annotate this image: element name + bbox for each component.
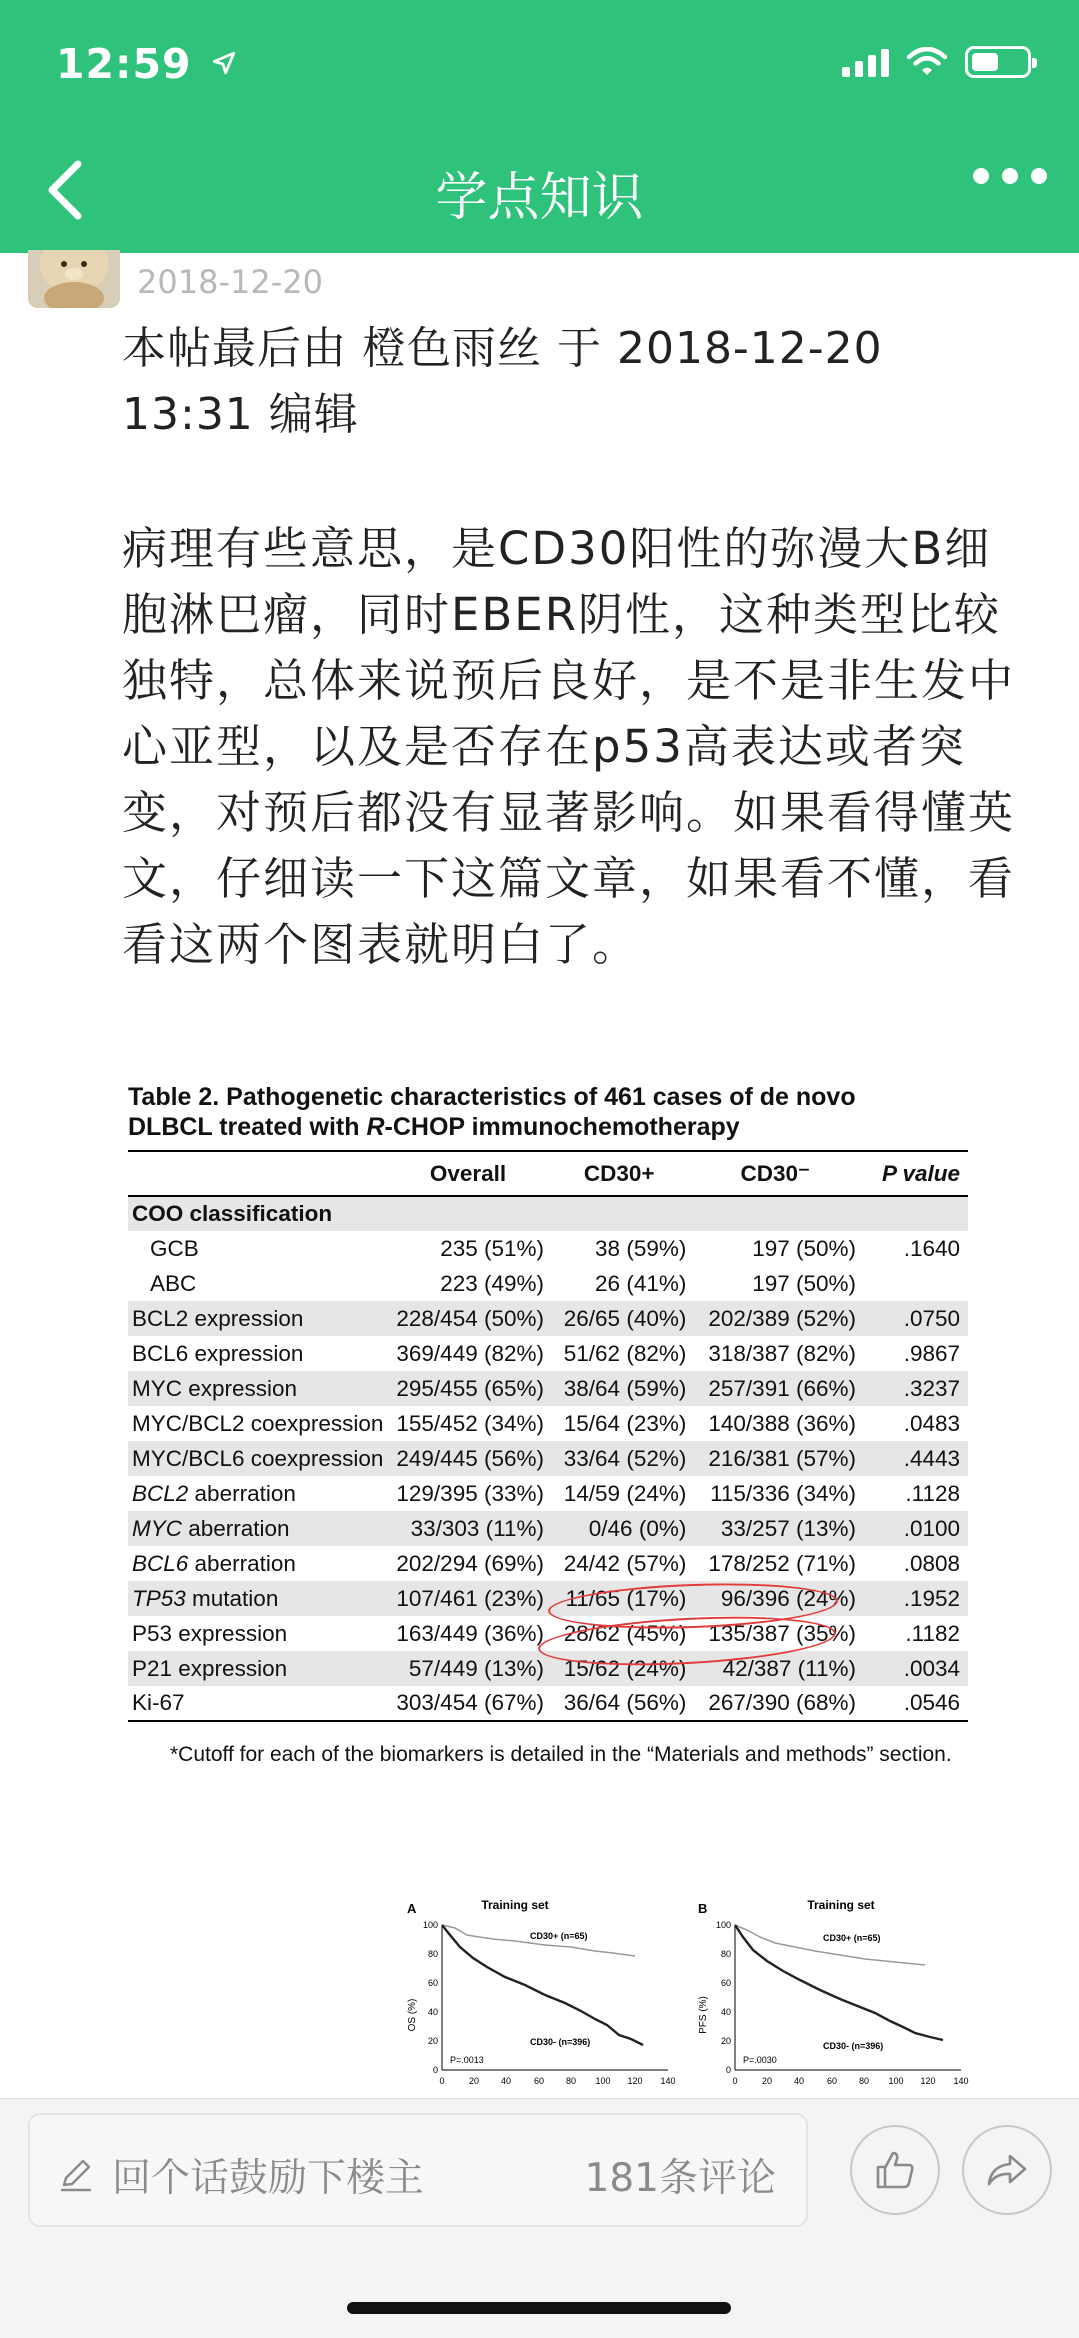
svg-text:100: 100 — [595, 2076, 611, 2086]
status-time: 12:59 — [56, 40, 237, 88]
data-table — [128, 1150, 968, 1722]
svg-text:B: B — [698, 1901, 708, 1916]
y-axis-label: OS (%) — [407, 1998, 418, 2032]
table-title: Table 2. Pathogenetic characteristics of 461 cases of de novo DLBCL treated with R-CHOP immunochemotherapy — [128, 1083, 856, 1141]
svg-text:0: 0 — [432, 2065, 438, 2075]
thumbs-up-icon — [872, 2147, 918, 2193]
table-figure — [128, 1082, 968, 1770]
svg-text:20: 20 — [720, 2036, 731, 2046]
edit-note: 本帖最后由 橙色雨丝 于 2018-12-20 13:31 编辑 — [122, 323, 883, 440]
svg-text:120: 120 — [627, 2076, 643, 2086]
svg-text:CD30- (n=396): CD30- (n=396) — [530, 2037, 591, 2047]
svg-text:40: 40 — [793, 2076, 805, 2086]
table-row: BCL6 expression 369/449 (82%) 51/62 (82%) 318/387 (82%) .9867 — [132, 1340, 960, 1366]
svg-text:Training set: Training set — [807, 1898, 875, 1912]
svg-text:140: 140 — [953, 2076, 969, 2086]
svg-text:80: 80 — [565, 2076, 577, 2086]
table-row: P21 expression 57/449 (13%) 15/62 (24%) 42/387 (11%) .0034 — [128, 1651, 968, 1686]
svg-text:0: 0 — [732, 2076, 738, 2086]
more-options-button[interactable] — [973, 168, 1047, 184]
svg-text:P=.0013: P=.0013 — [450, 2055, 484, 2065]
svg-text:120: 120 — [920, 2076, 936, 2086]
top-header — [0, 0, 1079, 253]
table-header-row: Overall CD30+ CD30⁻ P value — [128, 1151, 968, 1196]
panel-letter: A — [407, 1901, 417, 1916]
table-row: GCB 235 (51%) 38 (59%) 197 (50%) .1640 — [150, 1235, 960, 1261]
table-row: MYC expression 295/455 (65%) 38/64 (59%) 257/391 (66%) .3237 — [128, 1371, 968, 1406]
comment-input[interactable] — [28, 2113, 808, 2227]
table-row: TP53 mutation 107/461 (23%) 11/65 (17%) 96/396 (24%) .1952 — [128, 1581, 968, 1616]
signal-icon — [842, 47, 889, 77]
svg-text:20: 20 — [427, 2036, 438, 2046]
svg-text:0: 0 — [725, 2065, 731, 2075]
svg-text:20: 20 — [761, 2076, 773, 2086]
svg-text:CD30- (n=396): CD30- (n=396) — [823, 2041, 884, 2051]
wifi-icon — [907, 47, 947, 77]
svg-text:100: 100 — [715, 1920, 731, 1930]
svg-text:CD30+ (n=65): CD30+ (n=65) — [530, 1931, 588, 1941]
table-row: MYC aberration 33/303 (11%) 0/46 (0%) 33/257 (13%) .0100 — [128, 1511, 968, 1546]
table-footnote: *Cutoff for each of the biomarkers is detailed in the “Materials and methods” section. — [170, 1743, 952, 1766]
svg-text:140: 140 — [660, 2076, 676, 2086]
table-row: MYC/BCL6 coexpression 249/445 (56%) 33/64 (52%) 216/381 (57%) .4443 — [128, 1441, 968, 1476]
cd30-negative-curve — [442, 1925, 643, 2045]
svg-text:80: 80 — [427, 1949, 438, 1959]
panel-title: Training set — [481, 1898, 549, 1912]
svg-text:80: 80 — [720, 1949, 731, 1959]
post-body-text: 病理有些意思，是CD30阳性的弥漫大B细胞淋巴瘤，同时EBER阴性，这种类型比较独特，总体来说预后良好，是不是非生发中心亚型，以及是否存在p53高表达或者突变，对预后都没有显著影响。如果看得懂英文，仔细读一下这篇文章，如果看不懂，看看这两个图表就明白了。 — [122, 522, 1016, 971]
location-arrow-icon — [211, 50, 237, 76]
table-row: BCL6 aberration 202/294 (69%) 24/42 (57%) 178/252 (71%) .0808 — [132, 1550, 960, 1576]
table-row: COO classification — [128, 1196, 968, 1231]
comment-count[interactable]: 181条评论 — [584, 2156, 776, 2201]
home-indicator[interactable] — [347, 2302, 731, 2314]
svg-text:P=.0030: P=.0030 — [743, 2055, 777, 2065]
status-indicators — [842, 46, 1031, 78]
svg-text:0: 0 — [439, 2076, 445, 2086]
svg-text:CD30+ (n=65): CD30+ (n=65) — [823, 1933, 881, 1943]
svg-text:40: 40 — [500, 2076, 512, 2086]
chart-panel-b — [698, 1898, 969, 2086]
svg-text:60: 60 — [533, 2076, 545, 2086]
svg-text:100: 100 — [422, 1920, 438, 1930]
like-button[interactable] — [850, 2125, 940, 2215]
table-row: ABC 223 (49%) 26 (41%) 197 (50%) — [150, 1270, 856, 1296]
share-arrow-icon — [984, 2147, 1030, 2193]
post-date: 2018-12-20 — [137, 263, 323, 301]
svg-text:20: 20 — [468, 2076, 480, 2086]
svg-text:60: 60 — [826, 2076, 838, 2086]
table-row: Ki-67 303/454 (67%) 36/64 (56%) 267/390 (68%) .0546 — [132, 1690, 960, 1715]
pencil-icon — [56, 2155, 96, 2195]
table-row: MYC/BCL2 coexpression 155/452 (34%) 15/64 (23%) 140/388 (36%) .0483 — [132, 1410, 960, 1436]
comment-placeholder: 回个话鼓励下楼主 — [112, 2156, 425, 2201]
svg-text:80: 80 — [858, 2076, 870, 2086]
table-row: BCL2 aberration 129/395 (33%) 14/59 (24%) 115/336 (34%) .1128 — [132, 1480, 960, 1506]
svg-text:60: 60 — [427, 1978, 438, 1988]
svg-text:40: 40 — [427, 2007, 438, 2017]
svg-text:100: 100 — [888, 2076, 904, 2086]
table-row: P53 expression 163/449 (36%) 28/62 (45%) 135/387 (35%) .1182 — [132, 1620, 960, 1646]
svg-text:PFS (%): PFS (%) — [698, 1996, 709, 2034]
table-row: BCL2 expression 228/454 (50%) 26/65 (40%) 202/389 (52%) .0750 — [128, 1301, 968, 1336]
chart-panel-a — [407, 1898, 676, 2086]
svg-text:60: 60 — [720, 1978, 731, 1988]
avatar[interactable] — [28, 250, 120, 308]
battery-icon — [965, 46, 1031, 78]
svg-text:40: 40 — [720, 2007, 731, 2017]
page-title: 学点知识 — [435, 168, 644, 228]
survival-charts — [395, 1895, 975, 2100]
share-button[interactable] — [962, 2125, 1052, 2215]
